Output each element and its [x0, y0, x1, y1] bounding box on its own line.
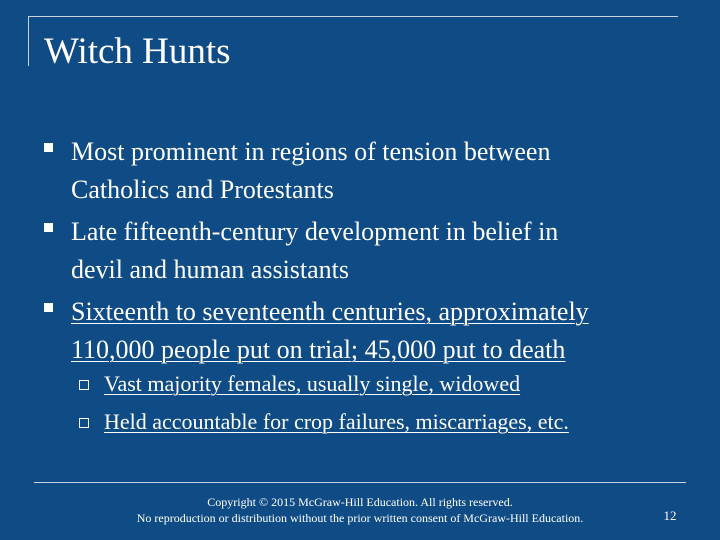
distribution-line: No reproduction or distribution without the prior written consent of McGraw-Hill Education. — [136, 511, 584, 525]
square-bullet-icon — [44, 303, 53, 312]
title-top-rule — [28, 16, 678, 17]
square-bullet-icon — [44, 143, 53, 152]
square-bullet-icon — [44, 223, 53, 232]
page-number: 12 — [663, 508, 677, 523]
bullet-item-1-line-2: Catholics and Protestants — [71, 175, 334, 204]
bullet-item-2-line-2: devil and human assistants — [71, 255, 350, 284]
bullet-item-3-line-1: Sixteenth to seventeenth centuries, approximately — [71, 297, 589, 326]
copyright-line: Copyright © 2015 McGraw-Hill Education. All rights reserved. — [207, 495, 513, 509]
title-left-rule — [28, 16, 29, 66]
bullet-item-2-line-1: Late fifteenth-century development in belief in — [71, 217, 559, 246]
slide-title: Witch Hunts — [44, 31, 231, 72]
bullet-item-3-line-2: 110,000 people put on trial; 45,000 put to death — [71, 335, 566, 364]
hollow-square-bullet-icon — [79, 380, 89, 390]
bullet-list — [0, 132, 720, 432]
bullet-item-1-line-1: Most prominent in regions of tension between — [71, 137, 551, 166]
hollow-square-bullet-icon — [79, 418, 89, 428]
footer-rule — [34, 482, 686, 483]
sub-bullet-item-1-text: Vast majority females, usually single, widowed — [104, 371, 521, 396]
sub-bullet-item-2-text: Held accountable for crop failures, miscarriages, etc. — [104, 409, 569, 434]
copyright-notice — [110, 494, 610, 526]
